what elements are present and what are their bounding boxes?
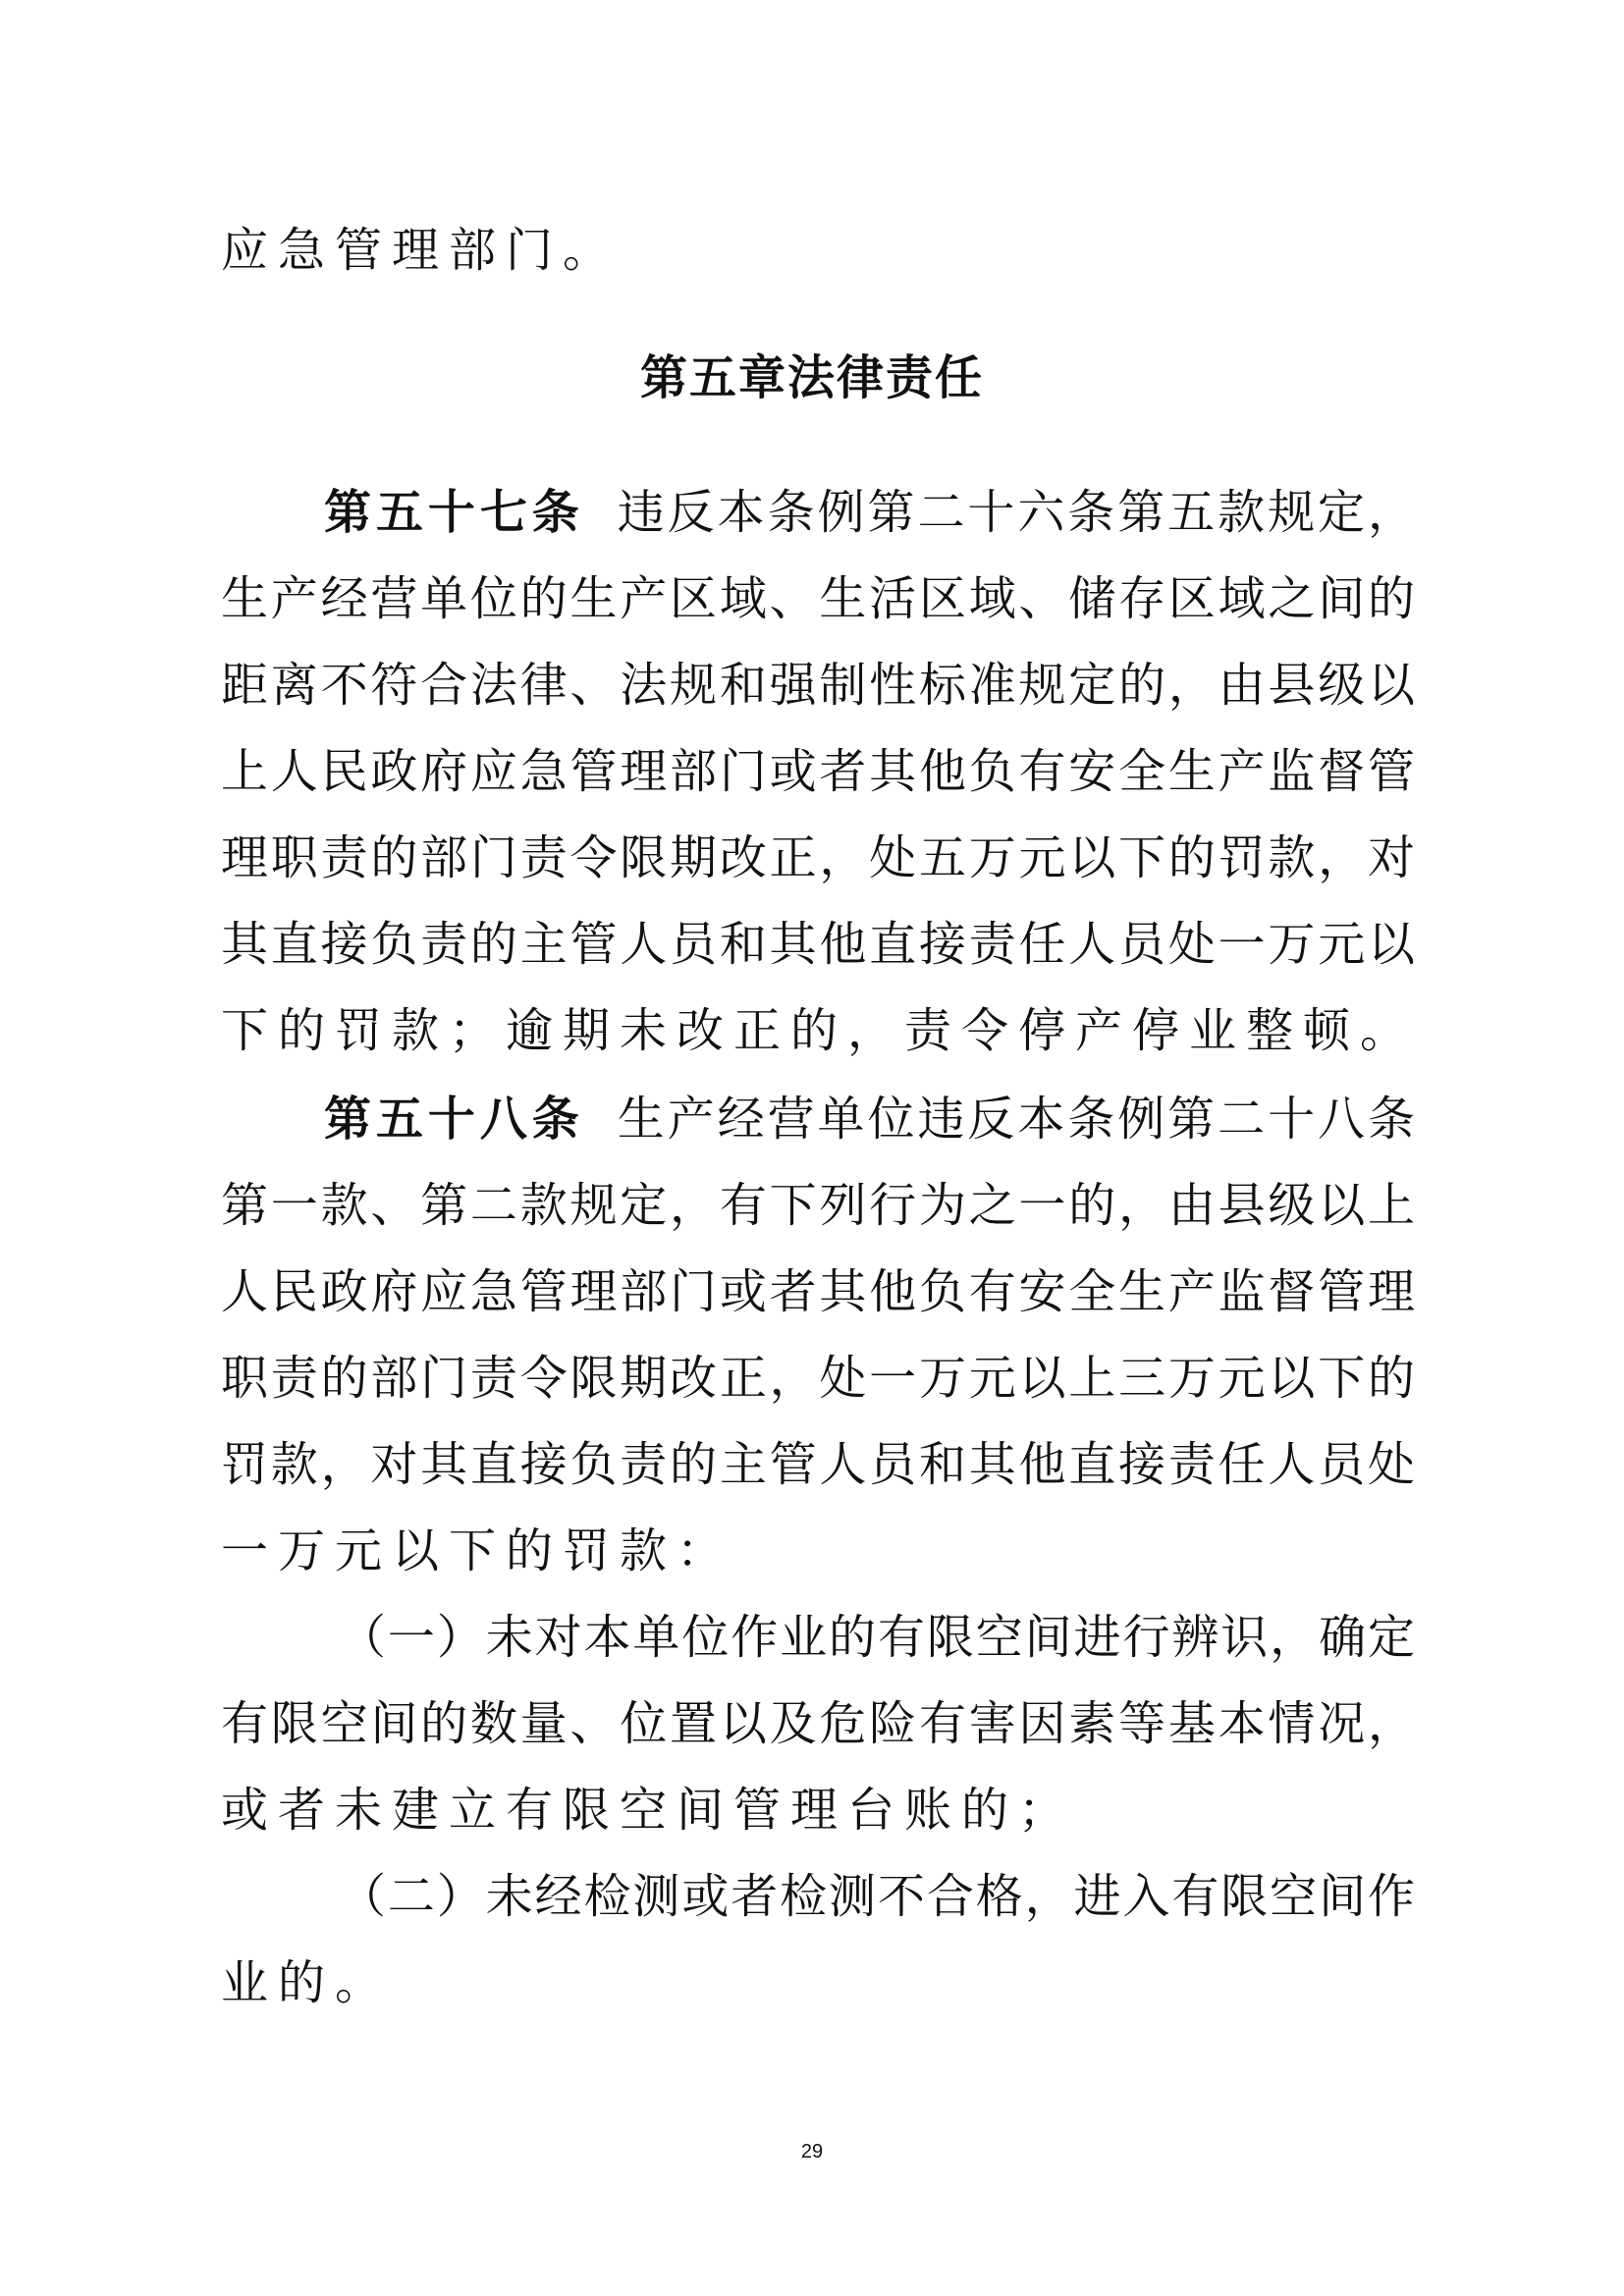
item-2-line-2: 业的。 (221, 1955, 393, 2010)
article-58-line-6: 一万元以下的罚款： (221, 1523, 734, 1578)
article-57-line-1 (324, 483, 1415, 542)
item-2-line-1: （二）未经检测或者检测不合格，进入有限空间作 (339, 1869, 1415, 1924)
page-number: 29 (800, 2141, 824, 2163)
chapter-title: 第五章法律责任 (639, 350, 984, 405)
article-57-line-3: 距离不符合法律、法规和强制性标准规定的，由县级以 (221, 658, 1415, 713)
article-58-line-3: 人民政府应急管理部门或者其他负有安全生产监督管理 (221, 1264, 1415, 1319)
article-57-line-6: 其直接负责的主管人员和其他直接责任人员处一万元以 (221, 917, 1415, 972)
article-57-line-4: 上人民政府应急管理部门或者其他负有安全生产监督管 (221, 744, 1415, 799)
article-58-line-2: 第一款、第二款规定，有下列行为之一的，由县级以上 (221, 1178, 1415, 1233)
article-58-line-4: 职责的部门责令限期改正，处一万元以上三万元以下的 (221, 1351, 1415, 1406)
item-1-line-1: （一）未对本单位作业的有限空间进行辨识，确定 (339, 1610, 1415, 1665)
article-57-line-7: 下的罚款；逾期未改正的，责令停产停业整顿。 (221, 1003, 1418, 1058)
article-58-line-1 (324, 1090, 1415, 1148)
carry-over-line: 应急管理部门。 (221, 223, 621, 278)
article-58-line-5: 罚款，对其直接负责的主管人员和其他直接责任人员处 (221, 1437, 1415, 1492)
article-58-label: 第五十八条 (324, 1092, 584, 1147)
article-58-text-1: 生产经营单位违反本条例第二十八条 (617, 1092, 1415, 1147)
article-57-line-2: 生产经营单位的生产区域、生活区域、储存区域之间的 (221, 571, 1415, 626)
item-1-line-2: 有限空间的数量、位置以及危险有害因素等基本情况， (221, 1696, 1415, 1751)
article-57-text-1: 违反本条例第二十六条第五款规定， (617, 485, 1415, 540)
item-1-line-3: 或者未建立有限空间管理台账的； (221, 1783, 1076, 1838)
article-57-line-5: 理职责的部门责令限期改正，处五万元以下的罚款，对 (221, 830, 1415, 885)
article-57-label: 第五十七条 (324, 485, 584, 540)
